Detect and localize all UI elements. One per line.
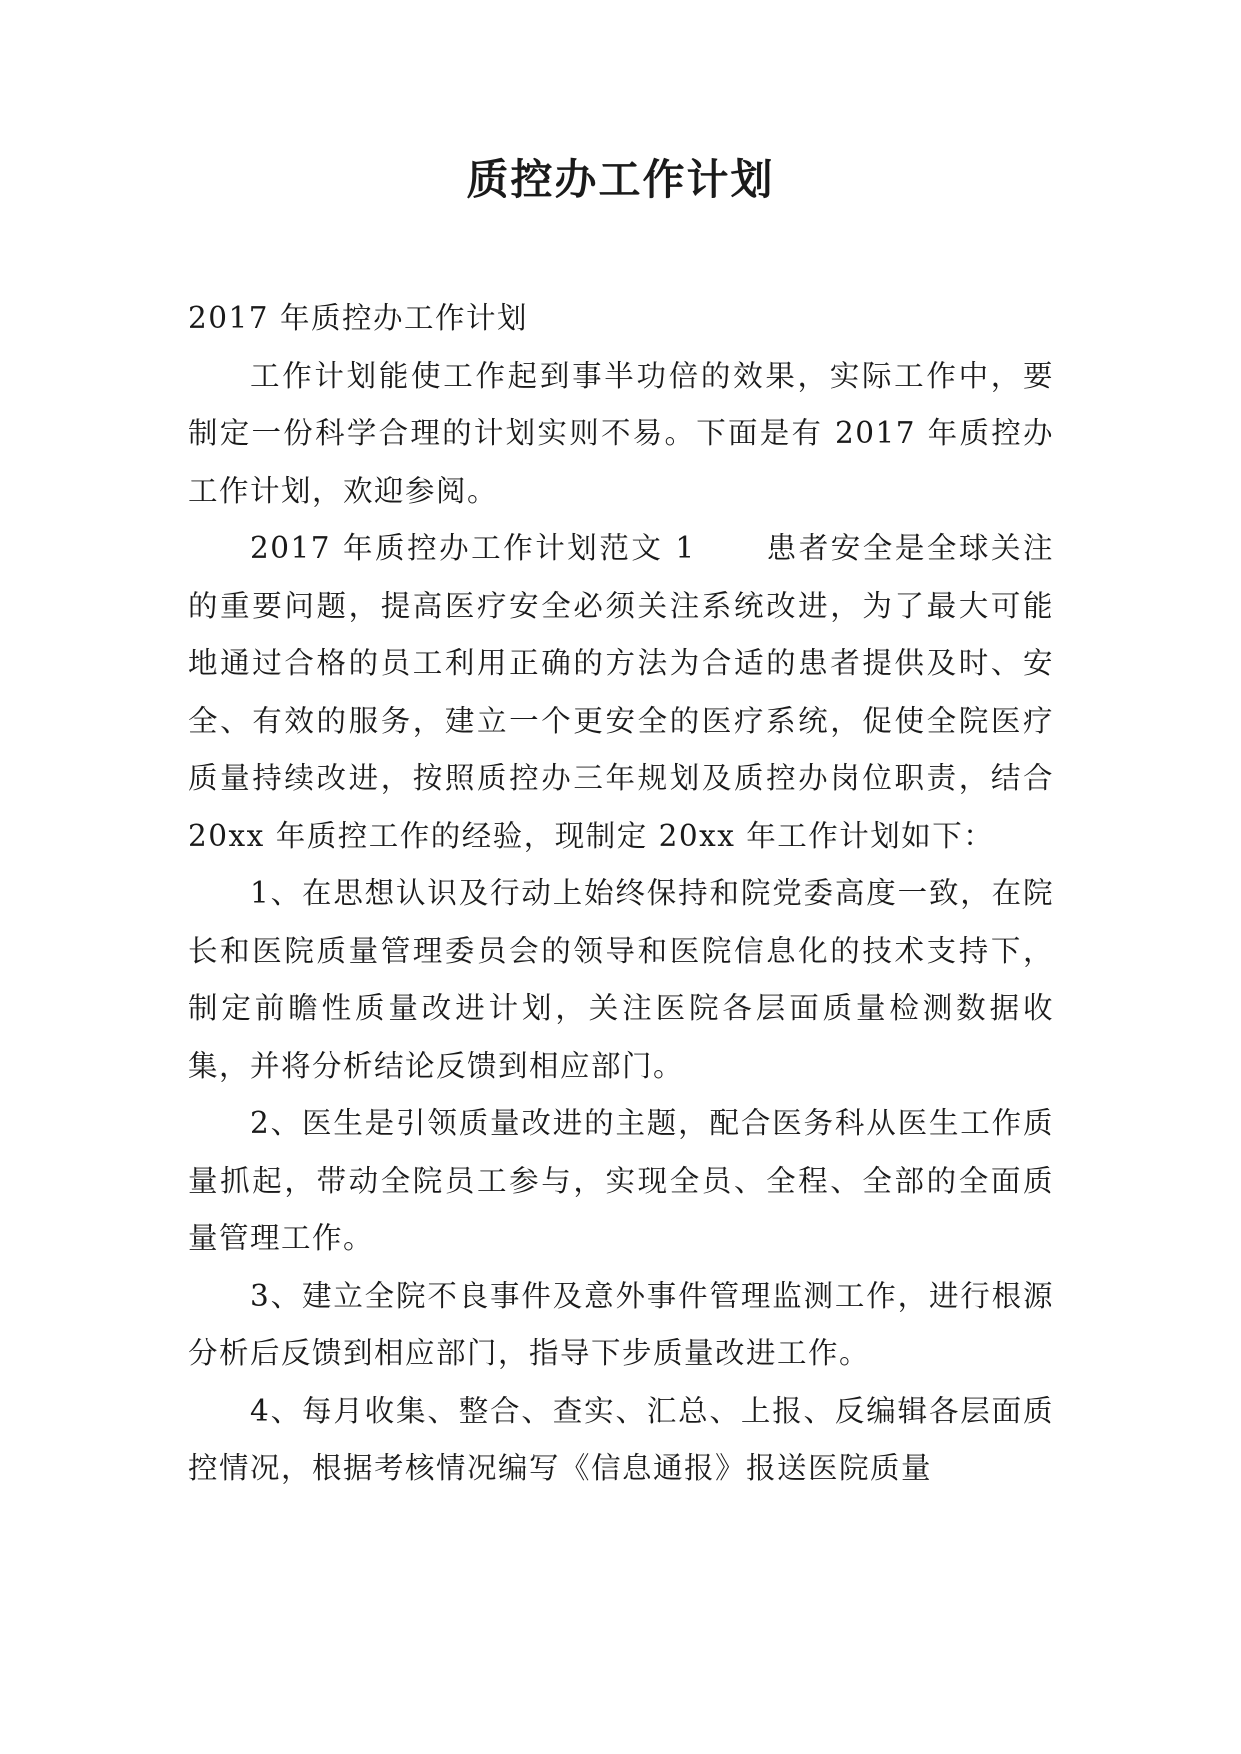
sample-paragraph — [188, 520, 1054, 865]
sample-heading: 2017 年质控办工作计划范文 1 — [250, 531, 696, 565]
list-item-3: 3、建立全院不良事件及意外事件管理监测工作，进行根源分析后反馈到相应部门，指导下步质量改进工作。 — [188, 1278, 1054, 1370]
intro-paragraph: 工作计划能使工作起到事半功倍的效果，实际工作中，要制定一份科学合理的计划实则不易。下面是有 2017 年质控办工作计划，欢迎参阅。 — [188, 358, 1054, 508]
sample-intro: 患者安全是全球关注的重要问题，提高医疗安全必须关注系统改进，为了最大可能地通过合格的员工利用正确的方法为合适的患者提供及时、安全、有效的服务，建立一个更安全的医疗系统，促使全院医疗质量持续改进，按照质控办三年规划及质控办岗位职责，结合 20xx 年质控工作的经验，现制定 20xx 年工作计划如下： — [188, 531, 1054, 853]
list-item-2: 2、医生是引领质量改进的主题，配合医务科从医生工作质量抓起，带动全院员工参与，实现全员、全程、全部的全面质量管理工作。 — [188, 1106, 1054, 1255]
list-item-1: 1、在思想认识及行动上始终保持和院党委高度一致，在院长和医院质量管理委员会的领导和医院信息化的技术支持下，制定前瞻性质量改进计划，关注医院各层面质量检测数据收集，并将分析结论反馈到相应部门。 — [188, 876, 1054, 1083]
document-body — [188, 290, 1054, 1498]
document-subtitle: 2017 年质控办工作计划 — [188, 301, 528, 335]
list-item-4: 4、每月收集、整合、查实、汇总、上报、反编辑各层面质控情况，根据考核情况编写《信息通报》报送医院质量 — [188, 1393, 1054, 1485]
document-title: 质控办工作计划 — [466, 155, 775, 204]
